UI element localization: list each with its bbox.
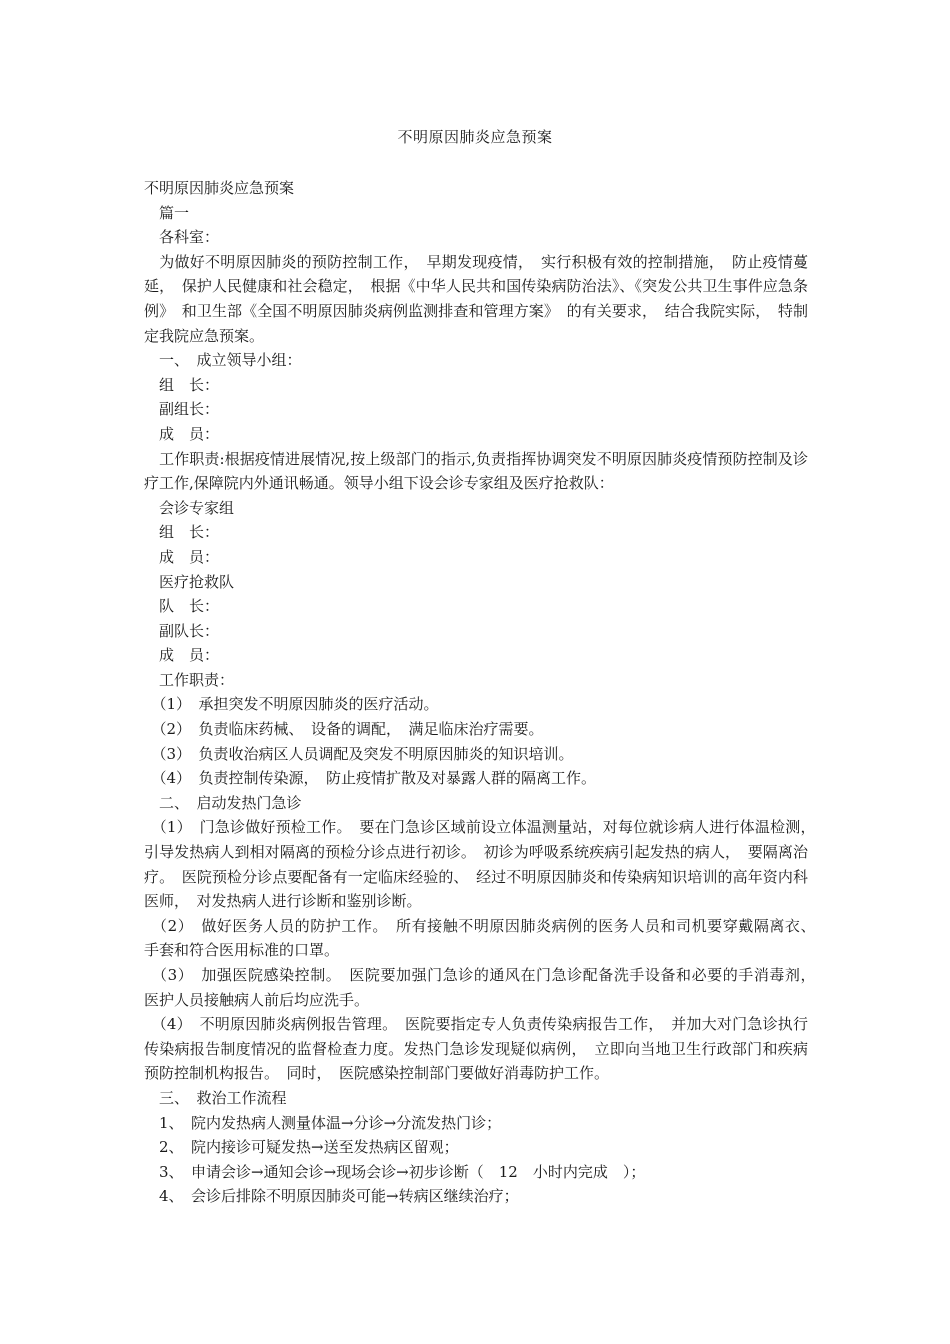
document-paragraph: 组 长： <box>144 523 220 542</box>
document-paragraph: 会诊专家组 <box>144 498 235 517</box>
document-paragraph: 为做好不明原因肺炎的预防控制工作， 早期发现疫情， 实行积极有效的控制措施， 防止疫情蔓延， 保护人民健康和社会稳定， 根据《中华人民共和国传染病防治法》、《突发公共卫生事件应急条例》 和卫生部《全国不明原因肺炎病例监测排查和管理方案》 的有关要求， 结合我院实际， 特制定我院应急预案。 <box>144 252 808 345</box>
document-paragraph: （2） 负责临床药械、 设备的调配， 满足临床治疗需要。 <box>144 720 544 739</box>
document-paragraph: 3、 申请会诊→通知会诊→现场会诊→初步诊断（ 12 小时内完成 ）； <box>144 1162 646 1181</box>
document-paragraph: （3） 负责收治病区人员调配及突发不明原因肺炎的知识培训。 <box>144 744 574 763</box>
document-paragraph: 工作职责:根据疫情进展情况,按上级部门的指示,负责指挥协调突发不明原因肺炎疫情预防控制及诊疗工作,保障院内外通讯畅通。领导小组下设会诊专家组及医疗抢救队： <box>144 449 808 493</box>
document-paragraph: 副组长： <box>144 400 220 419</box>
document-paragraph: 不明原因肺炎应急预案 <box>144 179 295 197</box>
document-paragraph: 二、 启动发热门急诊 <box>144 793 302 812</box>
document-paragraph: 副队长： <box>144 621 220 640</box>
document-paragraph: 2、 院内接诊可疑发热→送至发热病区留观； <box>144 1138 459 1157</box>
document-paragraph: 工作职责： <box>144 670 235 689</box>
document-paragraph: 成 员： <box>144 424 220 443</box>
document-paragraph: 组 长： <box>144 375 220 394</box>
document-body <box>144 176 824 1209</box>
document-paragraph: （3） 加强医院感染控制。 医院要加强门急诊的通风在门急诊配备洗手设备和必要的手消毒剂， 医护人员接触病人前后均应洗手。 <box>144 966 824 1009</box>
document-paragraph: 成 员： <box>144 646 220 665</box>
document-paragraph: （4） 负责控制传染源， 防止疫情扩散及对暴露人群的隔离工作。 <box>144 769 597 788</box>
document-paragraph: （1） 承担突发不明原因肺炎的医疗活动。 <box>144 695 439 714</box>
document-paragraph: 三、 救治工作流程 <box>144 1088 287 1107</box>
document-paragraph: 一、 成立领导小组： <box>144 351 302 370</box>
document-paragraph: 1、 院内发热病人测量体温→分诊→分流发热门诊； <box>144 1113 502 1132</box>
document-title: 不明原因肺炎应急预案 <box>397 128 553 146</box>
document-paragraph: 各科室： <box>144 228 220 247</box>
document-paragraph: 队 长： <box>144 597 220 616</box>
document-paragraph: 医疗抢救队 <box>144 572 235 591</box>
document-paragraph: （2） 做好医务人员的防护工作。 所有接触不明原因肺炎病例的医务人员和司机要穿戴隔离衣、 手套和符合医用标准的口罩。 <box>144 916 824 960</box>
document-paragraph: 篇一 <box>144 203 190 222</box>
document-paragraph: 4、 会诊后排除不明原因肺炎可能→转病区继续治疗； <box>144 1187 519 1206</box>
document-paragraph: （1） 门急诊做好预检工作。 要在门急诊区域前设立体温测量站，对每位就诊病人进行体温检测， 引导发热病人到相对隔离的预检分诊点进行初诊。 初诊为呼吸系统疾病引起发热的病人， 要隔离治疗。 医院预检分诊点要配备有一定临床经验的、 经过不明原因肺炎和传染病知识培训的高年资内科医师， 对发热病人进行诊断和鉴别诊断。 <box>144 818 824 911</box>
document-paragraph: （4） 不明原因肺炎病例报告管理。 医院要指定专人负责传染病报告工作， 并加大对门急诊执行传染病报告制度情况的监督检查力度。发热门急诊发现疑似病例， 立即向当地卫生行政部门和疾病预防控制机构报告。 同时， 医院感染控制部门要做好消毒防护工作。 <box>144 1015 808 1083</box>
document-paragraph: 成 员： <box>144 547 220 566</box>
